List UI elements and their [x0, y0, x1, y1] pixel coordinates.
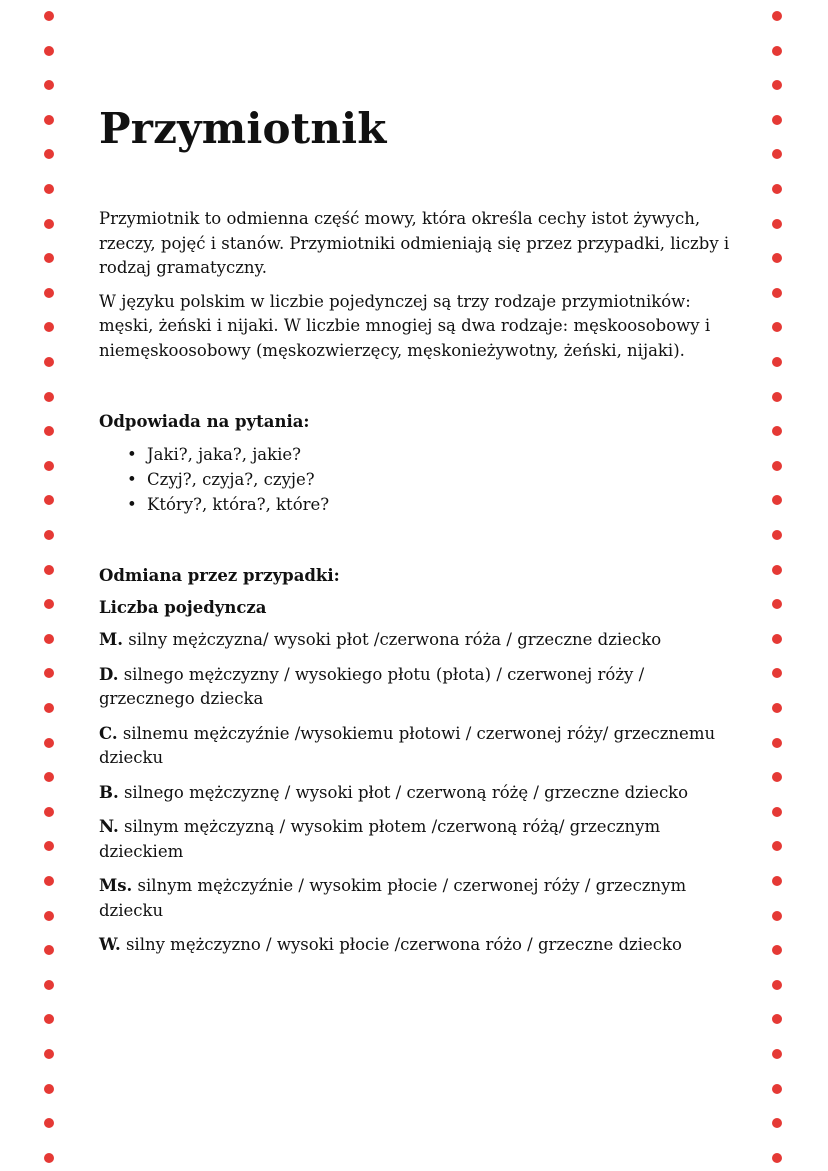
dot-icon	[772, 46, 782, 56]
dot-icon	[44, 807, 54, 817]
dot-icon	[772, 253, 782, 263]
dot-icon	[44, 1153, 54, 1163]
dot-icon	[44, 426, 54, 436]
case-forms: silnemu mężczyźnie /wysokiemu płotowi / czerwonej róży/ grzecznemu dziecku	[99, 723, 716, 767]
dot-icon	[44, 876, 54, 886]
dot-icon	[772, 565, 782, 575]
dot-icon	[44, 11, 54, 21]
dot-icon	[44, 392, 54, 402]
intro-paragraph-2: W języku polskim w liczbie pojedynczej są trzy rodzaje przymiotników: męski, żeński i nijaki. W liczbie mnogiej są dwa rodzaje: męskoosobowy i niemęskoosobowy (męskozwierzęcy, męskonieżywotny, żeński, nijaki).	[99, 291, 711, 360]
dot-icon	[44, 288, 54, 298]
dot-icon	[772, 149, 782, 159]
singular-subheading: Liczba pojedyncza	[99, 598, 267, 617]
dot-icon	[772, 322, 782, 332]
case-mianownik	[99, 628, 739, 653]
list-item-text: Który?, która?, które?	[147, 495, 330, 514]
dot-icon	[44, 115, 54, 125]
case-abbr: D.	[99, 664, 119, 684]
case-abbr: C.	[99, 723, 118, 743]
dot-icon	[44, 1084, 54, 1094]
dot-icon	[772, 80, 782, 90]
dot-icon	[772, 634, 782, 644]
page-title: Przymiotnik	[99, 104, 387, 153]
dot-icon	[44, 599, 54, 609]
list-item	[127, 467, 739, 492]
dot-icon	[772, 703, 782, 713]
dot-icon	[772, 461, 782, 471]
dot-icon	[772, 668, 782, 678]
case-biernik	[99, 781, 739, 806]
dot-icon	[772, 184, 782, 194]
dot-icon	[772, 11, 782, 21]
case-forms: silny mężczyzna/ wysoki płot /czerwona róża / grzeczne dziecko	[123, 630, 662, 649]
bullet-icon: •	[127, 495, 137, 514]
dot-icon	[44, 565, 54, 575]
dot-icon	[772, 392, 782, 402]
dot-icon	[772, 945, 782, 955]
dot-icon	[44, 911, 54, 921]
case-forms: silnego mężczyzny / wysokiego płotu (płota) / czerwonej róży / grzecznego dziecka	[99, 664, 645, 708]
dot-icon	[772, 807, 782, 817]
dot-icon	[44, 495, 54, 505]
list-item	[127, 442, 739, 467]
dot-icon	[44, 461, 54, 471]
dot-icon	[44, 980, 54, 990]
dot-icon	[772, 772, 782, 782]
dot-icon	[772, 980, 782, 990]
dot-icon	[44, 703, 54, 713]
dot-icon	[772, 1014, 782, 1024]
dot-icon	[44, 530, 54, 540]
case-miejscownik	[99, 874, 739, 923]
case-abbr: Ms.	[99, 876, 133, 895]
case-abbr: B.	[99, 782, 119, 802]
dot-icon	[772, 495, 782, 505]
case-forms: silnego mężczyznę / wysoki płot / czerwoną różę / grzeczne dziecko	[118, 782, 689, 802]
dot-icon	[772, 219, 782, 229]
questions-list	[99, 442, 739, 517]
dot-icon	[772, 876, 782, 886]
case-abbr: M.	[99, 630, 124, 649]
dot-icon	[44, 1014, 54, 1024]
dot-icon	[772, 911, 782, 921]
bullet-icon: •	[127, 470, 137, 489]
dot-icon	[44, 322, 54, 332]
dot-icon	[44, 841, 54, 851]
dot-icon	[44, 149, 54, 159]
list-item-text: Czyj?, czyja?, czyje?	[147, 470, 315, 489]
dot-icon	[44, 945, 54, 955]
dot-icon	[44, 772, 54, 782]
dot-icon	[44, 1118, 54, 1128]
case-forms: silny mężczyzno / wysoki płocie /czerwona różo / grzeczne dziecko	[120, 935, 682, 954]
dot-icon	[772, 738, 782, 748]
case-narzednik	[99, 815, 739, 864]
left-dot-border	[44, 0, 56, 1171]
dot-icon	[772, 599, 782, 609]
questions-heading: Odpowiada na pytania:	[99, 412, 310, 431]
dot-icon	[772, 530, 782, 540]
case-dopelniacz	[99, 663, 739, 712]
dot-icon	[772, 1084, 782, 1094]
dot-icon	[44, 668, 54, 678]
dot-icon	[44, 219, 54, 229]
intro-paragraph-1: Przymiotnik to odmienna część mowy, która określa cechy istot żywych, rzeczy, pojęć i stanów. Przymiotniki odmieniają się przez przypadki, liczby i rodzaj gramatyczny.	[99, 209, 730, 277]
list-item	[127, 492, 739, 517]
case-abbr: W.	[99, 935, 121, 954]
case-abbr: N.	[99, 817, 119, 836]
case-wolacz	[99, 933, 739, 958]
dot-icon	[772, 1118, 782, 1128]
dot-icon	[772, 288, 782, 298]
dot-icon	[44, 80, 54, 90]
case-forms: silnym mężczyźnie / wysokim płocie / czerwonej róży / grzecznym dziecku	[99, 876, 687, 920]
dot-icon	[772, 1153, 782, 1163]
dot-icon	[44, 1049, 54, 1059]
dot-icon	[44, 634, 54, 644]
right-dot-border	[772, 0, 784, 1171]
dot-icon	[772, 357, 782, 367]
case-forms: silnym mężczyzną / wysokim płotem /czerwoną różą/ grzecznym dzieckiem	[99, 817, 661, 861]
dot-icon	[44, 184, 54, 194]
dot-icon	[772, 1049, 782, 1059]
document-body	[99, 100, 739, 968]
case-celownik	[99, 722, 739, 771]
dot-icon	[772, 115, 782, 125]
list-item-text: Jaki?, jaka?, jakie?	[147, 445, 302, 464]
dot-icon	[44, 357, 54, 367]
dot-icon	[44, 46, 54, 56]
dot-icon	[44, 738, 54, 748]
declension-heading: Odmiana przez przypadki:	[99, 566, 340, 585]
bullet-icon: •	[127, 445, 137, 464]
dot-icon	[44, 253, 54, 263]
dot-icon	[772, 841, 782, 851]
dot-icon	[772, 426, 782, 436]
